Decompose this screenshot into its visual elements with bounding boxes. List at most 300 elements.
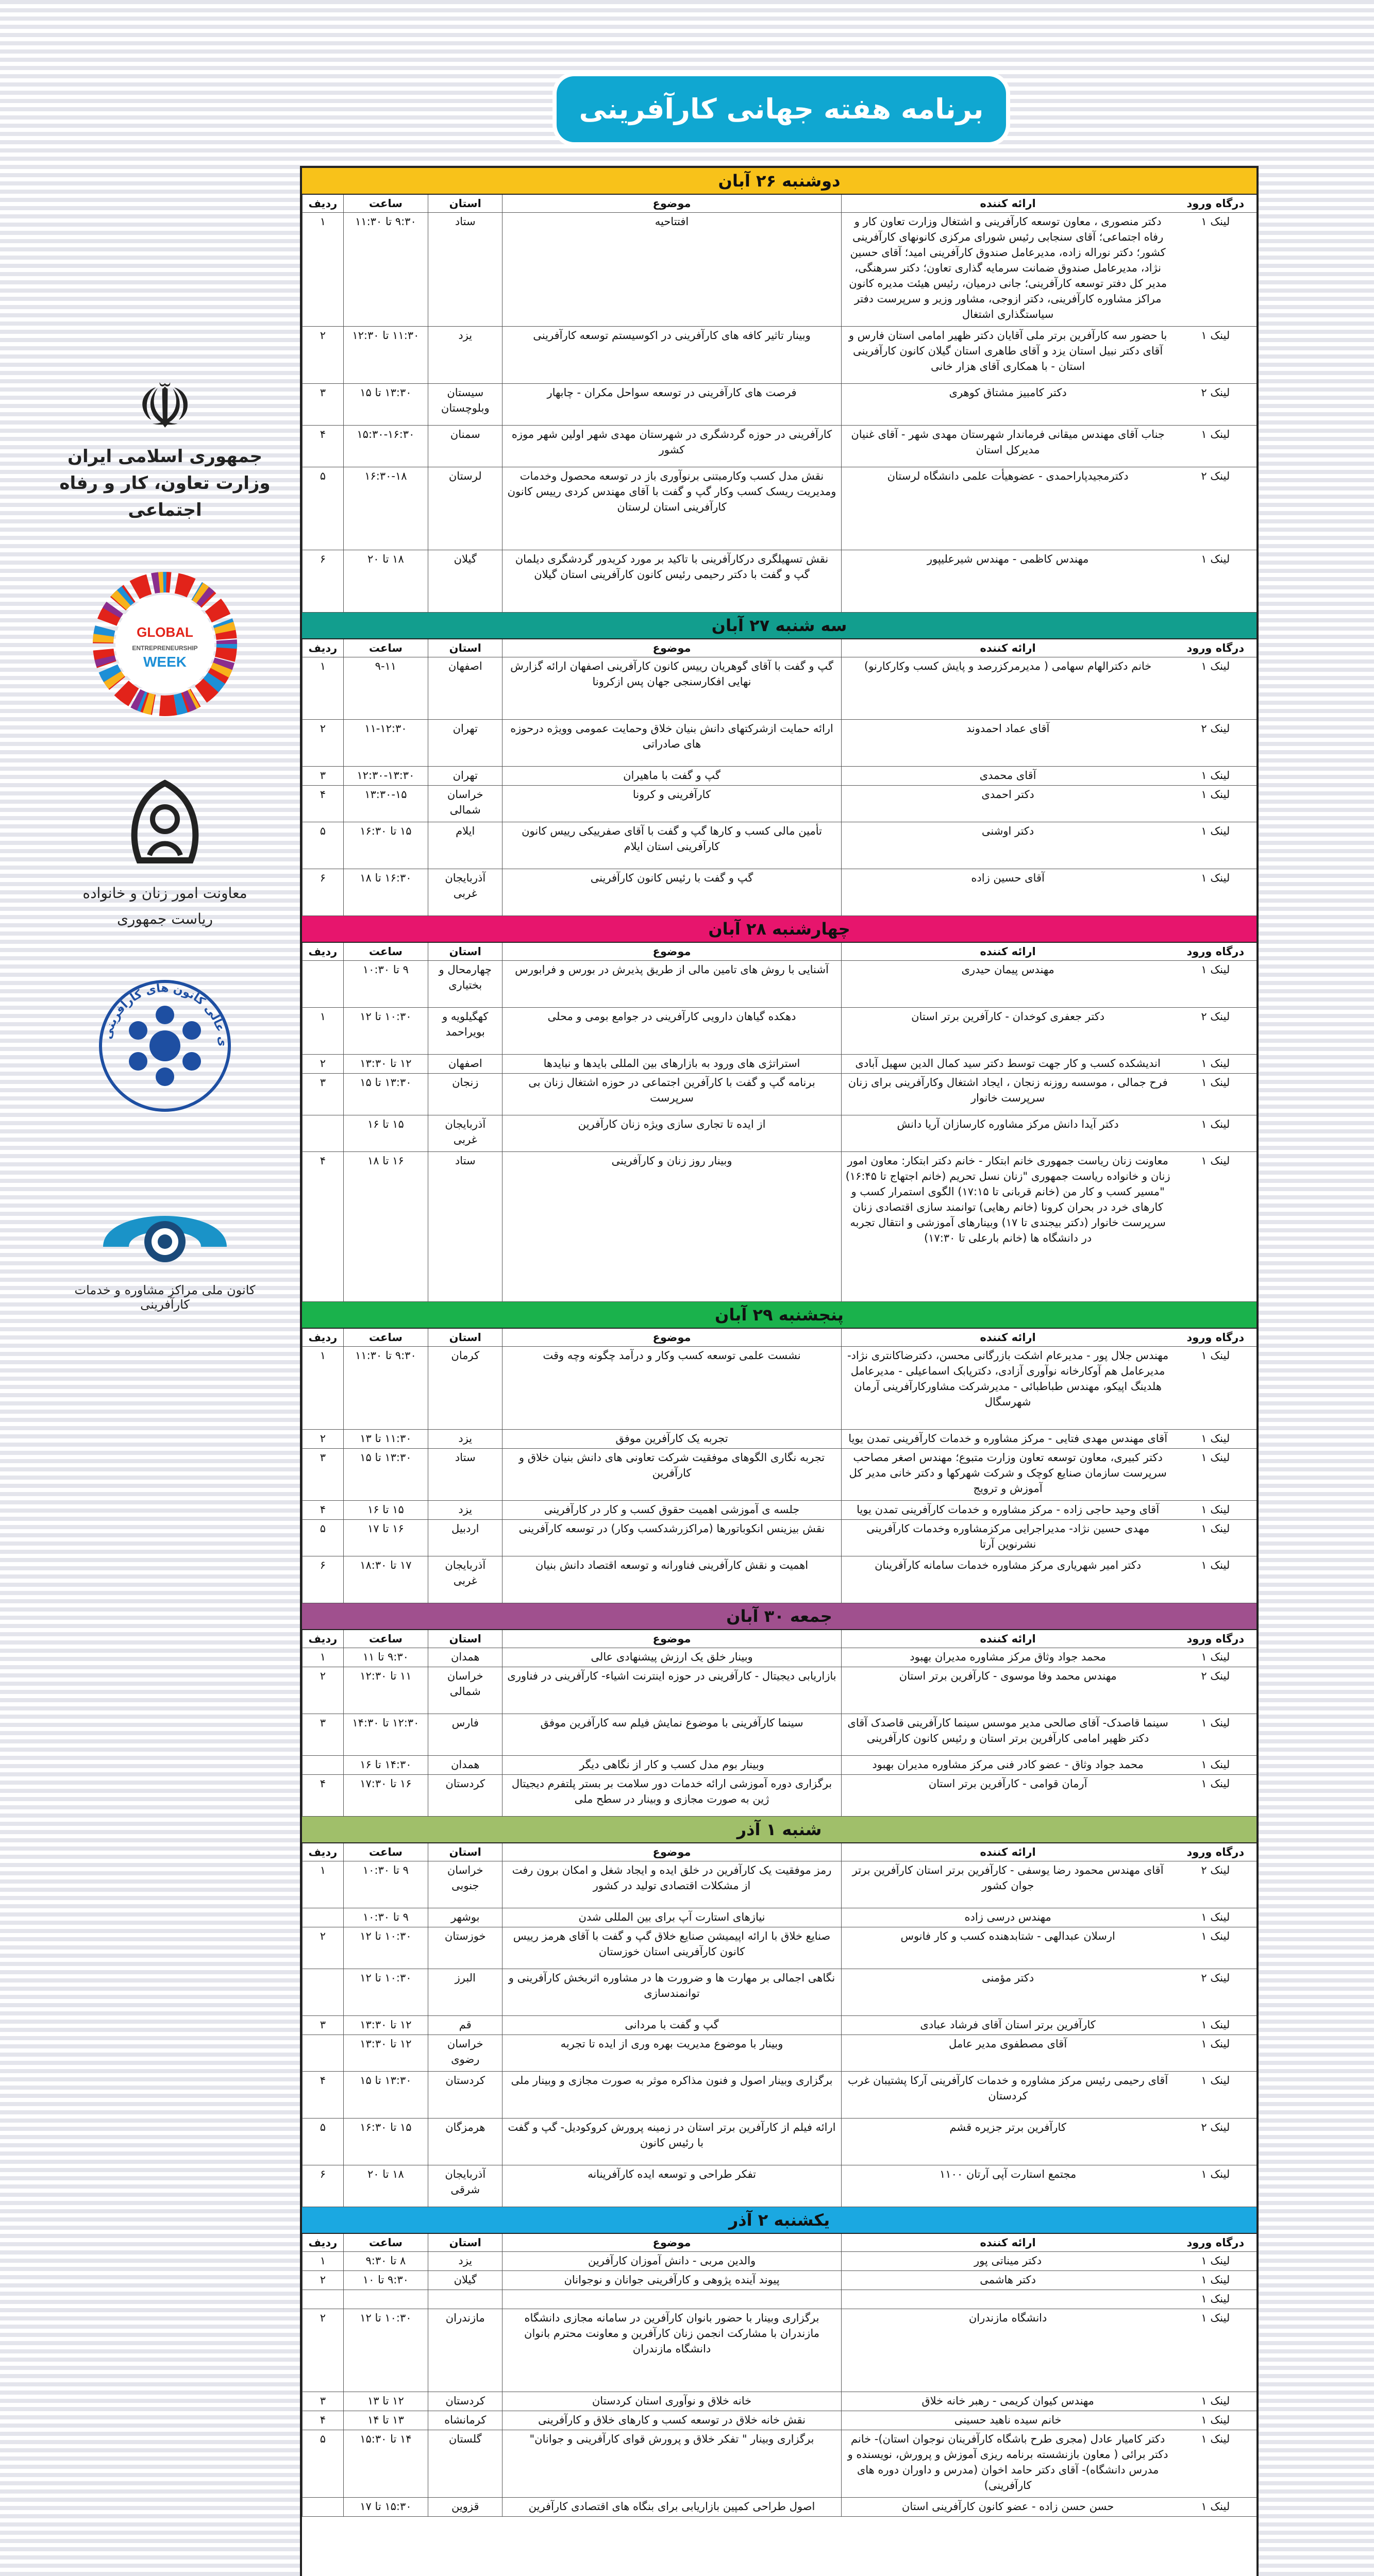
table-row [302, 2290, 1256, 2309]
cell-link[interactable]: لینک ۱ [1201, 2168, 1230, 2180]
table-row [302, 1115, 1256, 1152]
cell-idx: ۲ [302, 327, 343, 383]
cell-topic: برگزاری وبینار اصول و فنون مذاکره موثر به صورت مجازی و وبینار ملی [502, 2072, 841, 2118]
cell-time: ۱۰:۳۰ تا ۱۲ [343, 1927, 428, 1969]
cell-presenter: آقای عماد احمدوند [841, 720, 1175, 766]
day-header: جمعه ۳۰ آبان [302, 1603, 1256, 1630]
table-row [302, 213, 1256, 327]
column-header-link: درگاه ورود [1186, 945, 1245, 958]
column-header-row [302, 195, 1256, 213]
column-header-time: ساعت [343, 639, 428, 657]
entrepreneurship-council-logo [52, 969, 278, 1125]
cell-idx: ۲ [302, 1055, 343, 1073]
cell-link[interactable]: لینک ۲ [1201, 2121, 1230, 2133]
cell-province: اردبیل [428, 1520, 502, 1556]
cell-link[interactable]: لینک ۲ [1201, 470, 1230, 482]
cell-idx [302, 2035, 343, 2071]
cell-idx: ۲ [302, 1667, 343, 1714]
table-row [302, 2072, 1256, 2119]
cell-province: آذربایجان غربی [428, 1115, 502, 1151]
cell-idx: ۱ [302, 657, 343, 719]
cell-presenter: دکتر هاشمی [841, 2271, 1175, 2290]
cell-time: ۱۵ تا ۱۶ [343, 1501, 428, 1519]
cell-time: ۱۳:۳۰ تا ۱۵ [343, 1074, 428, 1115]
cell-province: یزد [428, 2252, 502, 2270]
table-row [302, 1152, 1256, 1302]
cell-presenter: خانم دکترالهام سهامی ( مدیرمرکزرصد و پایش کسب وکارکارنو) [841, 657, 1175, 719]
cell-link[interactable]: لینک ۱ [1201, 1432, 1230, 1445]
table-row [302, 1008, 1256, 1055]
cell-idx: ۳ [302, 767, 343, 785]
cell-time: ۱۳ تا ۱۴ [343, 2411, 428, 2430]
cell-idx: ۵ [302, 2430, 343, 2497]
cell-time: ۱۶ تا ۱۷:۳۰ [343, 1775, 428, 1816]
gew-ring-icon [52, 567, 278, 721]
cell-idx: ۵ [302, 822, 343, 869]
cell-idx: ۲ [302, 1927, 343, 1969]
cell-time: ۱۵ تا ۱۶:۳۰ [343, 822, 428, 869]
cell-idx: ۱ [302, 1008, 343, 1054]
cell-link[interactable]: لینک ۱ [1201, 1076, 1230, 1089]
cell-province: اصفهان [428, 1055, 502, 1073]
column-header-presenter: ارائه کننده [841, 195, 1175, 212]
cell-link[interactable]: لینک ۲ [1201, 1972, 1230, 1984]
cell-idx: ۱ [302, 213, 343, 326]
cell-topic: دهکده گیاهان دارویی کارآفرینی در جوامع بومی و محلی [502, 1008, 841, 1054]
cell-province: خوزستان [428, 1927, 502, 1969]
table-row [302, 869, 1256, 916]
cell-link[interactable]: لینک ۱ [1201, 660, 1230, 672]
cell-idx: ۶ [302, 869, 343, 916]
cell-topic: گپ و گفت با ماهیران [502, 767, 841, 785]
cell-province: ستاد [428, 213, 502, 326]
cell-province: ستاد [428, 1449, 502, 1500]
column-header-idx: ردیف [302, 639, 343, 657]
cell-idx: ۴ [302, 786, 343, 822]
cell-province: هرمزگان [428, 2119, 502, 2165]
cell-idx: ۱ [302, 1347, 343, 1429]
column-header-row [302, 1843, 1256, 1861]
cell-presenter: دکترمجیدپاراحمدی - عضوهیأت علمی دانشگاه لرستان [841, 467, 1175, 550]
cell-link[interactable]: لینک ۱ [1201, 963, 1230, 976]
cell-link[interactable]: لینک ۱ [1201, 1057, 1230, 1070]
cell-link[interactable]: لینک ۱ [1201, 1758, 1230, 1771]
cell-link[interactable]: لینک ۱ [1201, 1717, 1230, 1729]
cell-time: ۱۷ تا ۱۸:۳۰ [343, 1556, 428, 1603]
cell-presenter: اندیشکده کسب و کار جهت توسط دکتر سید کمال الدین سهیل آبادی [841, 1055, 1175, 1073]
cell-time: ۱۱ تا ۱۲:۳۰ [343, 1667, 428, 1714]
cell-idx: ۳ [302, 2016, 343, 2035]
cell-link[interactable]: لینک ۱ [1201, 2074, 1230, 2087]
cell-province: یزد [428, 1430, 502, 1448]
cell-link[interactable]: لینک ۲ [1201, 1010, 1230, 1023]
cell-province: آذربایجان غربی [428, 869, 502, 916]
cell-time: ۱۰:۳۰ تا ۱۲ [343, 2309, 428, 2392]
table-row [302, 767, 1256, 786]
cell-idx: ۴ [302, 1501, 343, 1519]
cell-presenter: با حضور سه کارآفرین برتر ملی آقایان دکتر ظهیر امامی استان فارس و آقای دکتر نبیل استان یزد و آقای طاهری استان گیلان کانون کارآفرینی استان - با همکاری آقای هزار خانی [841, 327, 1175, 383]
cell-link[interactable]: لینک ۱ [1201, 825, 1230, 837]
table-row [302, 426, 1256, 467]
cell-province: مازندران [428, 2309, 502, 2392]
cell-presenter: مهندس کیوان کریمی - رهبر خانه خلاق [841, 2392, 1175, 2411]
cell-link[interactable]: لینک ۱ [1201, 553, 1230, 565]
column-header-presenter: ارائه کننده [841, 1630, 1175, 1648]
cell-idx: ۵ [302, 467, 343, 550]
cell-topic: استراتژی های ورود به بازارهای بین المللی بایدها و نبایدها [502, 1055, 841, 1073]
column-header-link: درگاه ورود [1186, 1633, 1245, 1645]
column-header-province: استان [428, 2234, 502, 2251]
cell-topic: گپ و گفت با مردانی [502, 2016, 841, 2035]
cell-province: کرمانشاه [428, 2411, 502, 2430]
cell-link[interactable]: لینک ۱ [1201, 2038, 1230, 2050]
cell-topic: پیوند آینده پژوهی و کارآفرینی جوانان و نوجوانان [502, 2271, 841, 2290]
cell-topic: تجربه یک کارآفرین موفق [502, 1430, 841, 1448]
cell-time: ۱۳:۳۰-۱۵ [343, 786, 428, 822]
cell-topic: وبینار با موضوع مدیریت بهره وری از ایده تا تجربه [502, 2035, 841, 2071]
table-row [302, 2119, 1256, 2165]
cell-link[interactable]: لینک ۱ [1201, 2293, 1230, 2305]
column-header-time: ساعت [343, 195, 428, 212]
cell-link[interactable]: لینک ۲ [1201, 1864, 1230, 1876]
cell-time: ۱۱:۳۰ تا ۱۳ [343, 1430, 428, 1448]
cell-topic: رمز موفقیت یک کارآفرین در خلق ایده و ایجاد شغل و امکان برون رفت از مشکلات اقتصادی تولید در کشور [502, 1861, 841, 1908]
cell-time: ۱۵:۳۰ تا ۱۷ [343, 2498, 428, 2516]
women-affairs-logo [52, 778, 278, 929]
column-header-row [302, 943, 1256, 961]
cell-idx: ۵ [302, 2119, 343, 2165]
column-header-idx: ردیف [302, 195, 343, 212]
cell-province: ایلام [428, 822, 502, 869]
day-header: سه شنبه ۲۷ آبان [302, 613, 1256, 639]
cell-time: ۱۴ تا ۱۵:۳۰ [343, 2430, 428, 2497]
table-row [302, 1449, 1256, 1501]
cell-presenter: فرح جمالی ، موسسه روزنه زنجان ، ایجاد اشتغال وکارآفرینی برای زنان سرپرست خانوار [841, 1074, 1175, 1115]
cell-time: ۱۲:۳۰ تا ۱۴:۳۰ [343, 1714, 428, 1755]
cell-time: ۱۵ تا ۱۶:۳۰ [343, 2119, 428, 2165]
day-header: شنبه ۱ آذر [302, 1817, 1256, 1843]
cell-topic: آشنایی با روش های تامین مالی از طریق پذیرش در بورس و فرابورس [502, 961, 841, 1007]
cell-idx: ۳ [302, 1714, 343, 1755]
cell-presenter: مهندس درسی زاده [841, 1908, 1175, 1927]
table-row [302, 2392, 1256, 2411]
cell-topic: خانه خلاق و نوآوری استان کردستان [502, 2392, 841, 2411]
cell-topic: اهمیت و نقش کارآفرینی فناورانه و توسعه اقتصاد دانش بنیان [502, 1556, 841, 1603]
day-header: چهارشنبه ۲۸ آبان [302, 916, 1256, 943]
cell-time [343, 2290, 428, 2309]
table-row [302, 1501, 1256, 1520]
cell-topic: وبینار تاثیر کافه های کارآفرینی در اکوسیستم توسعه کارآفرینی [502, 327, 841, 383]
cell-idx [302, 1908, 343, 1927]
cell-province: خراسان رضوی [428, 2035, 502, 2071]
cell-idx: ۴ [302, 426, 343, 467]
cell-topic: برنامه گپ و گفت با کارآفرین اجتماعی در حوزه اشتغال زنان بی سرپرست [502, 1074, 841, 1115]
cell-link[interactable]: لینک ۱ [1201, 2500, 1230, 2513]
column-header-link: درگاه ورود [1186, 1846, 1245, 1858]
column-header-idx: ردیف [302, 1630, 343, 1648]
gew-logo [52, 567, 278, 723]
cell-topic: نشست علمی توسعه کسب وکار و درآمد چگونه وچه وقت [502, 1347, 841, 1429]
cell-province: کرمان [428, 1347, 502, 1429]
cell-presenter: ارسلان عبدالهی - شتابدهنده کسب و کار فانوس [841, 1927, 1175, 1969]
cell-province: گلستان [428, 2430, 502, 2497]
cell-province: همدان [428, 1648, 502, 1667]
cell-link[interactable]: لینک ۱ [1201, 872, 1230, 884]
cell-presenter: آقای حسین زاده [841, 869, 1175, 916]
cell-presenter: دکتر کبیری، معاون توسعه تعاون وزارت متبوع؛ مهندس اصغر مصاحب سرپرست سازمان صنایع کوچک و شرکت شهرکها و دکتر خانی مدیر کل آموزش و ترویج [841, 1449, 1175, 1500]
cell-presenter: حسن حسن زاده - عضو کانون کارآفرینی استان [841, 2498, 1175, 2516]
table-row [302, 2165, 1256, 2207]
cell-presenter: کارآفرین برتر استان آقای فرشاد عبادی [841, 2016, 1175, 2035]
cell-presenter: کارآفرین برتر جزیره قشم [841, 2119, 1175, 2165]
cell-presenter: آقای محمدی [841, 767, 1175, 785]
table-row [302, 384, 1256, 426]
cell-idx: ۲ [302, 2309, 343, 2392]
column-header-presenter: ارائه کننده [841, 639, 1175, 657]
kanoun-globe-icon [88, 1185, 242, 1278]
cell-time: ۹ تا ۱۰:۳۰ [343, 1908, 428, 1927]
cell-topic: برگزاری وبینار با حضور بانوان کارآفرین در سامانه مجازی دانشگاه مازندران با مشارکت انجمن زنان کارآفرین و معاونت محترم بانوان دانشگاه مازندران [502, 2309, 841, 2392]
cell-link[interactable]: لینک ۱ [1201, 2312, 1230, 2324]
cell-link[interactable]: لینک ۱ [1201, 2019, 1230, 2031]
column-header-topic: موضوع [502, 2234, 841, 2251]
cell-topic: افتتاحیه [502, 213, 841, 326]
cell-topic: فرصت های کارآفرینی در توسعه سواحل مکران - چابهار [502, 384, 841, 425]
table-row [302, 1756, 1256, 1775]
cell-link[interactable]: لینک ۱ [1201, 1349, 1230, 1362]
cell-idx: ۳ [302, 2392, 343, 2411]
cell-presenter: مهندس جلال پور - مدیرعام اشکت بازرگانی محسن، دکترضاکانتری نژاد- مدیرعامل هم آوکارخانه نوآوری آزادی، دکترپابک اسماعیلی - مدیرعامل هلدینگ اپیکو، مهندس طباطبائی - مدیرشرکت مشاورکارآفرینی آرمان شهرسگال [841, 1347, 1175, 1429]
cell-province: همدان [428, 1756, 502, 1774]
cell-presenter: آقای مهندس مهدی فتایی - مرکز مشاوره و خدمات کارآفرینی تمدن یویا [841, 1430, 1175, 1448]
table-row [302, 1908, 1256, 1927]
cell-topic: اصول طراحی کمپین بازاریابی برای بنگاه های اقتصادی کارآفرین [502, 2498, 841, 2516]
cell-time: ۹-۱۱ [343, 657, 428, 719]
cell-idx: ۶ [302, 2165, 343, 2207]
table-row [302, 961, 1256, 1008]
cell-province: تهران [428, 767, 502, 785]
cell-idx: ۶ [302, 550, 343, 612]
cell-idx: ۳ [302, 384, 343, 425]
cell-presenter: مهندس پیمان حیدری [841, 961, 1175, 1007]
table-row [302, 1927, 1256, 1969]
cell-time: ۹:۳۰ تا ۱۱:۳۰ [343, 1347, 428, 1429]
table-row [302, 1556, 1256, 1603]
cell-topic: نیازهای استارت آپ برای بین المللی شدن [502, 1908, 841, 1927]
cell-link[interactable]: لینک ۱ [1201, 2255, 1230, 2267]
cell-link[interactable]: لینک ۱ [1201, 215, 1230, 228]
cell-link[interactable]: لینک ۲ [1201, 1670, 1230, 1682]
cell-link[interactable]: لینک ۱ [1201, 1155, 1230, 1167]
cell-idx [302, 1115, 343, 1151]
cell-idx: ۱ [302, 1861, 343, 1908]
column-header-topic: موضوع [502, 639, 841, 657]
cell-idx: ۴ [302, 1775, 343, 1816]
table-row [302, 1714, 1256, 1756]
column-header-province: استان [428, 1843, 502, 1861]
cell-link[interactable]: لینک ۱ [1201, 2274, 1230, 2286]
cell-time: ۱۵ تا ۱۶ [343, 1115, 428, 1151]
cell-presenter: دکتر امیر شهریاری مرکز مشاوره خدمات سامانه کارآفرینان [841, 1556, 1175, 1603]
cell-idx: ۴ [302, 1152, 343, 1301]
cell-topic: از ایده تا تجاری سازی ویژه زنان کارآفرین [502, 1115, 841, 1151]
cell-time: ۱۲ تا ۱۳:۳۰ [343, 2035, 428, 2071]
cell-link[interactable]: لینک ۱ [1201, 1522, 1230, 1535]
cell-time: ۱۶:۳۰ تا ۱۸ [343, 869, 428, 916]
cell-time: ۱۴:۳۰ تا ۱۶ [343, 1756, 428, 1774]
cell-province: بوشهر [428, 1908, 502, 1927]
cell-topic: تجربه نگاری الگوهای موفقیت شرکت تعاونی های دانش بنیان خلاق و کارآفرین [502, 1449, 841, 1500]
cell-time: ۱۳:۳۰ تا ۱۵ [343, 2072, 428, 2118]
column-header-time: ساعت [343, 1843, 428, 1861]
column-header-link: درگاه ورود [1186, 197, 1245, 210]
cell-link[interactable]: لینک ۱ [1201, 1911, 1230, 1923]
gew-line3: WEEK [143, 654, 187, 670]
column-header-presenter: ارائه کننده [841, 2234, 1175, 2251]
cell-topic: وبینار بوم مدل کسب و کار از نگاهی دیگر [502, 1756, 841, 1774]
cell-link[interactable]: لینک ۱ [1201, 428, 1230, 440]
column-header-idx: ردیف [302, 1329, 343, 1346]
gew-line1: GLOBAL [137, 624, 193, 640]
women-line1: معاونت امور زنان و خانواده [82, 885, 247, 902]
table-row [302, 1969, 1256, 2016]
cell-province: کردستان [428, 1775, 502, 1816]
cell-idx: ۴ [302, 2411, 343, 2430]
table-row [302, 657, 1256, 720]
cell-link[interactable]: لینک ۱ [1201, 2433, 1230, 2445]
cell-topic: تأمین مالی کسب و کارها گپ و گفت با آقای صفرییکی رییس کانون کارآفرینی استان ایلام [502, 822, 841, 869]
table-row [302, 1648, 1256, 1667]
cell-idx: ۳ [302, 1074, 343, 1115]
cell-time: ۱۱-۱۲:۳۰ [343, 720, 428, 766]
table-row [302, 1347, 1256, 1430]
column-header-province: استان [428, 1630, 502, 1648]
cell-time: ۱۲:۳۰-۱۳:۳۰ [343, 767, 428, 785]
cell-link[interactable]: لینک ۱ [1201, 769, 1230, 782]
cell-presenter: دکتر منصوری ، معاون توسعه کارآفرینی و اشتغال وزارت تعاون کار و رفاه اجتماعی؛ آقای سنجابی رئیس شورای مرکزی کانونهای کارآفرینی کشور؛ دکتر نوراله زاده، مدیرعامل صندوق کارآفرینی امید؛ آقای حسین نژاد، مدیرعامل صندوق ضمانت سرمایه گذاری تعاون؛ دکتر سرهنگی، مدیر کل دفتر توسعه کارآفرینی؛ جانی درمیان، رئیس هیئت مدیره کانون مراکز مشاوره کارآفرینی، دکتر ازوجی، مشاور وزیر و سرپرست دفتر سیاستگذاری اشتغال [841, 213, 1175, 326]
cell-topic: تفکر طراحی و توسعه ایده کارآفرینانه [502, 2165, 841, 2207]
cell-presenter: آقای رحیمی رئیس مرکز مشاوره و خدمات کارآفرینی آرکا پشتیبان غرب کردستان [841, 2072, 1175, 2118]
column-header-row [302, 1630, 1256, 1648]
column-header-row [302, 2234, 1256, 2252]
cell-time: ۱۲ تا ۱۳:۳۰ [343, 2016, 428, 2035]
table-row [302, 2309, 1256, 2392]
cell-time: ۱۶:۳۰-۱۸ [343, 467, 428, 550]
cell-link[interactable]: لینک ۱ [1201, 1930, 1230, 1942]
cell-presenter: آقای مصطفوی مدیر عامل [841, 2035, 1175, 2071]
cell-topic: برگزاری دوره آموزشی ارائه خدمات دور سلامت بر بستر پلتفرم دیجیتال ژین به صورت مجازی و وبینار در سطح ملی [502, 1775, 841, 1816]
logo-column [52, 350, 278, 1312]
table-row [302, 2498, 1256, 2517]
table-row [302, 822, 1256, 869]
cell-link[interactable]: لینک ۲ [1201, 386, 1230, 399]
kanoun-logo [52, 1185, 278, 1312]
cell-link[interactable]: لینک ۱ [1201, 1451, 1230, 1464]
cell-province: کهگیلویه و بویراحمد [428, 1008, 502, 1054]
cell-link[interactable]: لینک ۱ [1201, 1559, 1230, 1571]
cell-province: آذربایجان شرقی [428, 2165, 502, 2207]
ministry-line1: جمهوری اسلامی ایران [67, 446, 263, 467]
table-row [302, 2411, 1256, 2430]
cell-province: فارس [428, 1714, 502, 1755]
cell-link[interactable]: لینک ۱ [1201, 1777, 1230, 1790]
cell-topic: سینما کارآفرینی با موضوع نمایش فیلم سه کارآفرین موفق [502, 1714, 841, 1755]
cell-topic: کارآفرینی در حوزه گردشگری در شهرستان مهدی شهر اولین شهر موزه کشور [502, 426, 841, 467]
cell-province: آذربایجان غربی [428, 1556, 502, 1603]
cell-link[interactable]: لینک ۱ [1201, 2414, 1230, 2426]
cell-presenter: مهندس کاظمی - مهندس شیرعلیپور [841, 550, 1175, 612]
cell-link[interactable]: لینک ۲ [1201, 722, 1230, 735]
table-row [302, 327, 1256, 384]
column-header-time: ساعت [343, 943, 428, 960]
cell-presenter: دکتر کامیار عادل (مجری طرح باشگاه کارآفرینان نوجوان استان)- خانم دکتر برائی ( معاون بازنشسته برنامه ریزی آموزش و پرورش، نویسنده و مدرس دانشگاه)- آقای دکتر حامد اخوان (مدرس و داوران دوره های کارآفرینی) [841, 2430, 1175, 2497]
cell-topic: جلسه ی آموزشی اهمیت حقوق کسب و کار در کارآفرینی [502, 1501, 841, 1519]
column-header-presenter: ارائه کننده [841, 1329, 1175, 1346]
cell-topic: گپ و گفت با رئیس کانون کارآفرینی [502, 869, 841, 916]
cell-province: ستاد [428, 1152, 502, 1301]
cell-province: گیلان [428, 2271, 502, 2290]
cell-topic: بازاریابی دیجیتال - کارآفرینی در حوزه اینترنت اشیاء- کارآفرینی در فناوری [502, 1667, 841, 1714]
column-header-province: استان [428, 195, 502, 212]
cell-idx: ۳ [302, 1449, 343, 1500]
cell-presenter: دانشگاه مازندران [841, 2309, 1175, 2392]
cell-link[interactable]: لینک ۱ [1201, 1118, 1230, 1130]
cell-link[interactable]: لینک ۱ [1201, 329, 1230, 342]
table-row [302, 2035, 1256, 2072]
kanoun-text: کانون ملی مراکز مشاوره و خدمات کارآفرینی [74, 1283, 256, 1312]
table-row [302, 1430, 1256, 1449]
schedule-table [300, 166, 1259, 2576]
cell-time: ۱۲ تا ۱۳:۳۰ [343, 1055, 428, 1073]
column-header-presenter: ارائه کننده [841, 1843, 1175, 1861]
table-row [302, 2430, 1256, 2498]
cell-province: یزد [428, 1501, 502, 1519]
cell-province: خراسان شمالی [428, 786, 502, 822]
cell-time: ۱۸ تا ۲۰ [343, 2165, 428, 2207]
table-row [302, 550, 1256, 613]
cell-idx: ۲ [302, 1430, 343, 1448]
cell-link[interactable]: لینک ۱ [1201, 1651, 1230, 1663]
column-header-topic: موضوع [502, 1630, 841, 1648]
table-row [302, 1667, 1256, 1714]
cell-time: ۱۶ تا ۱۷ [343, 1520, 428, 1556]
cell-time: ۱۱:۳۰ تا ۱۲:۳۰ [343, 327, 428, 383]
cell-time: ۱۳:۳۰ تا ۱۵ [343, 384, 428, 425]
table-row [302, 2016, 1256, 2035]
cell-province [428, 2290, 502, 2309]
cell-topic: برگزاری وبینار " تفکر خلاق و پرورش قوای کارآفرینی و جوانان" [502, 2430, 841, 2497]
cell-presenter: معاونت زنان ریاست جمهوری خانم ابتکار - خانم دکتر ابتکار: معاون امور زنان و خانواده ریاست جمهوری "زنان نسل تحریم (خانم اجتهاج تا ۱۶:۴۵) "مسیر کسب و کار من (خانم قربانی تا ۱۷:۱۵) الگوی استمرار کسب و کارهای خرد در بحران کرونا (خانم رهایی) توانمند سازی اقتصادی زنان سرپرست خانوار (دکتر بیجندی تا ۱۷) وبینارهای آموزشی و انتقال تجربه در دانشگاه ها (خانم بارعلی تا ۱۷:۳۰) [841, 1152, 1175, 1301]
cell-presenter: مهدی حسین نژاد- مدیراجرایی مرکزمشاوره وخدمات کارآفرینی نشرنوین آرتا [841, 1520, 1175, 1556]
cell-link[interactable]: لینک ۱ [1201, 1503, 1230, 1516]
cell-topic: ارائه فیلم از کارآفرین برتر استان در زمینه پرورش کروکودیل- گپ و گفت با رئیس کانون [502, 2119, 841, 2165]
cell-link[interactable]: لینک ۱ [1201, 788, 1230, 801]
cell-link[interactable]: لینک ۱ [1201, 2395, 1230, 2407]
cell-time: ۱۸ تا ۲۰ [343, 550, 428, 612]
cell-presenter: مجتمع استارت آپی آرتان ۱۱۰۰ [841, 2165, 1175, 2207]
column-header-link: درگاه ورود [1186, 2236, 1245, 2249]
cell-presenter: آقای وحید حاجی زاده - مرکز مشاوره و خدمات کارآفرینی تمدن یویا [841, 1501, 1175, 1519]
cell-presenter: دکتر احمدی [841, 786, 1175, 822]
cell-topic: نقش خانه خلاق در توسعه کسب و کارهای خلاق و کارآفرینی [502, 2411, 841, 2430]
cell-time: ۱۰:۳۰ تا ۱۲ [343, 1969, 428, 2015]
cell-idx [302, 2498, 343, 2516]
people-circle-icon [129, 1006, 201, 1086]
cell-presenter: دکتر مؤمنی [841, 1969, 1175, 2015]
cell-province: البرز [428, 1969, 502, 2015]
column-header-link: درگاه ورود [1186, 642, 1245, 654]
cell-idx [302, 1756, 343, 1774]
